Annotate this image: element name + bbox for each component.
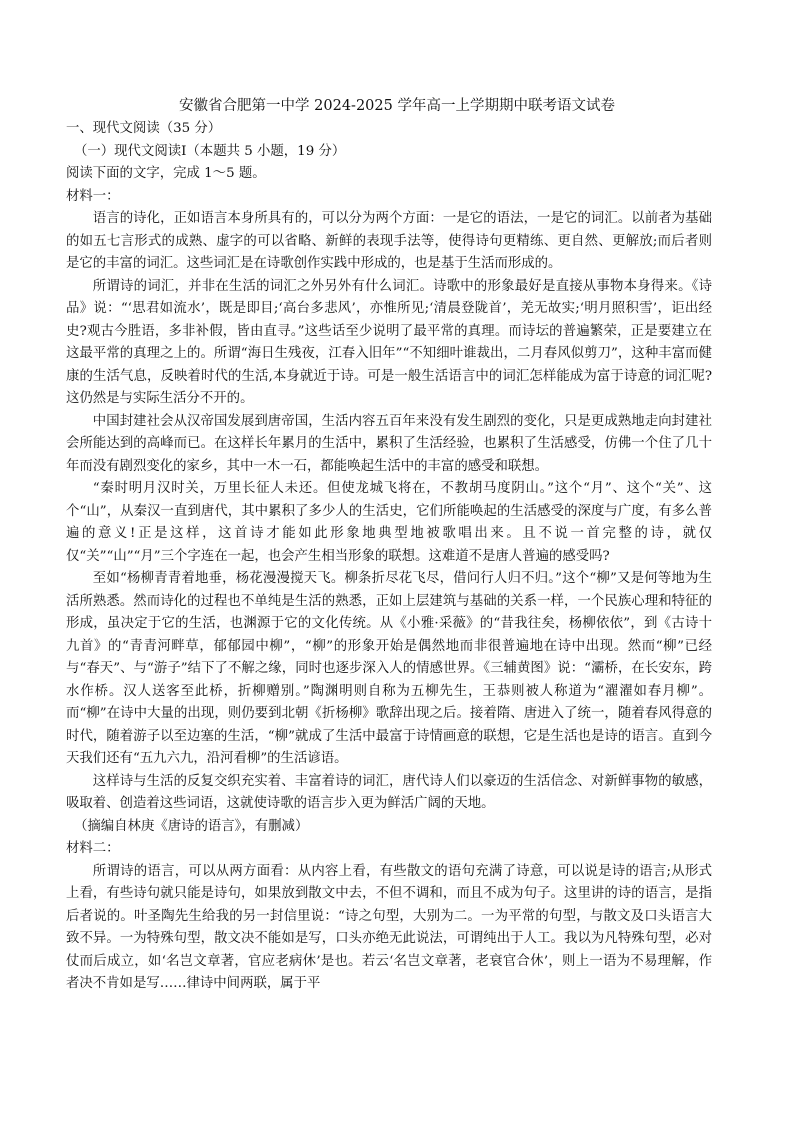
material-one-paragraph: 至如“杨柳青青着地垂，杨花漫漫搅天飞。柳条折尽花飞尽，借问行人归不归。”这个“柳”又是何等地为生活所熟悉。然而诗化的过程也不单纯是生活的熟悉，正如上层建筑与基础的关系一样，一个民族心理和特征的形成，虽决定于它的生活，也渊源于它的文化传统。从《小雅·采薇》的“昔我往矣，杨柳依依”，到《古诗十九首》的“青青河畔草，郁郁园中柳”，“柳”的形象开始是偶然地而非很普遍地在诗中出现。然而“柳”已经与“春天”、与“游子”结下了不解之缘，同时也逐步深入人的情感世界。《三辅黄图》说：“灞桥，在长安东，跨水作桥。汉人送客至此桥，折柳赠别。”陶渊明则自称为五柳先生，王恭则被人称道为“濯濯如春月柳”。而“柳”在诗中大量的出现，则仍要到北朝《折杨柳》歌辞出现之后。接着隋、唐进入了统一，随着春风得意的时代，随着游子以至边塞的生活，“柳”就成了生活中最富于诗情画意的联想，它是生活也是诗的语言。直到今天我们还有“五九六九，沿河看柳”的生活谚语。 xyxy=(66,571,712,766)
material-one-paragraph: 这样诗与生活的反复交织充实着、丰富着诗的词汇，唐代诗人们以豪迈的生活信念、对新鲜事物的敏感，吸取着、创造着这些词语，这就使诗歌的语言步入更为鲜活广阔的天地。 xyxy=(66,773,712,811)
material-one-paragraph: 中国封建社会从汉帝国发展到唐帝国，生活内容五百年来没有发生剧烈的变化，只是更成熟地走向封建社会所能达到的高峰而已。在这样长年累月的生活中，累积了生活经验，也累积了生活感受，仿佛一个住了几十年而没有剧烈变化的家乡，其中一木一石，都能唤起生活中的丰富的感受和联想。 xyxy=(66,413,712,474)
subsection-heading: （一）现代文阅读Ⅰ（本题共 5 小题，19 分） xyxy=(74,143,346,159)
material-one-paragraph: “秦时明月汉时关，万里长征人未还。但使龙城飞将在，不教胡马度阴山。”这个“月”、这个“关”、这个“山”，从秦汉一直到唐代，其中累积了多少人的生活史，它们所能唤起的生活感受的深度与广度，有多么普遍的意义!正是这样，这首诗才能如此形象地典型地被歌唱出来。且不说一首完整的诗，就仅仅“关”“山”“月”三个字连在一起，也会产生相当形象的联想。这难道不是唐人普遍的感受吗? xyxy=(66,481,712,564)
document-body xyxy=(66,118,712,996)
instruction-text: 阅读下面的文字，完成 1～5 题。 xyxy=(66,166,266,181)
material-one-paragraph: 所谓诗的词汇，并非在生活的词汇之外另外有什么词汇。诗歌中的形象最好是直接从事物本身得来。《诗品》说：“‘思君如流水’，既是即目;‘高台多悲风’，亦惟所见;‘清晨登陇首’，羌无故实;‘明月照积雪’，讵出经史?观古今胜语，多非补假，皆由直寻。”这些话至少说明了最平常的真理。而诗坛的普遍繁荣，正是要建立在这最平常的真理之上的。所谓“海日生残夜，江春入旧年”“不知细叶谁裁出，二月春风似剪刀”，这种丰富而健康的生活气息，反映着时代的生活,本身就近于诗。可是一般生活语言中的词汇怎样能成为富于诗意的词汇呢?这仍然是与实际生活分不开的。 xyxy=(66,278,712,406)
section-heading: 一、现代文阅读（35 分） xyxy=(66,121,222,136)
material-two-label: 材料二： xyxy=(66,841,120,856)
exam-title: 安徽省合肥第一中学 2024-2025 学年高一上学期期中联考语文试卷 xyxy=(179,98,615,114)
material-one-paragraph: 语言的诗化，正如语言本身所具有的，可以分为两个方面：一是它的语法，一是它的词汇。以前者为基础的如五七言形式的成熟、虚字的可以省略、新鲜的表现手法等，使得诗句更精练、更自然、更解放;而后者则是它的丰富的词汇。这些词汇是在诗歌创作实践中形成的，也是基于生活而形成的。 xyxy=(66,211,712,271)
material-one-label: 材料一： xyxy=(66,188,120,204)
material-one-source: （摘编自林庚《唐诗的语言》，有删减） xyxy=(74,818,309,834)
material-two-paragraph: 所谓诗的语言，可以从两方面看：从内容上看，有些散文的语句充满了诗意，可以说是诗的语言;从形式上看，有些诗句就只能是诗句，如果放到散文中去，不但不调和，而且不成为句子。这里讲的诗的语言，是指后者说的。叶圣陶先生给我的另一封信里说：“诗之句型，大别为二。一为平常的句型，与散文及口头语言大致不异。一为特殊句型，散文决不能如是写，口头亦绝无此说法，可谓纯出于人工。我以为凡特殊句型，必对仗而后成立，如‘名岂文章著，官应老病休’是也。若云‘名岂文章著，老衰官合休’，则上一语为不易理解，作者决不肯如是写……律诗中间两联，属于平 xyxy=(66,863,712,991)
